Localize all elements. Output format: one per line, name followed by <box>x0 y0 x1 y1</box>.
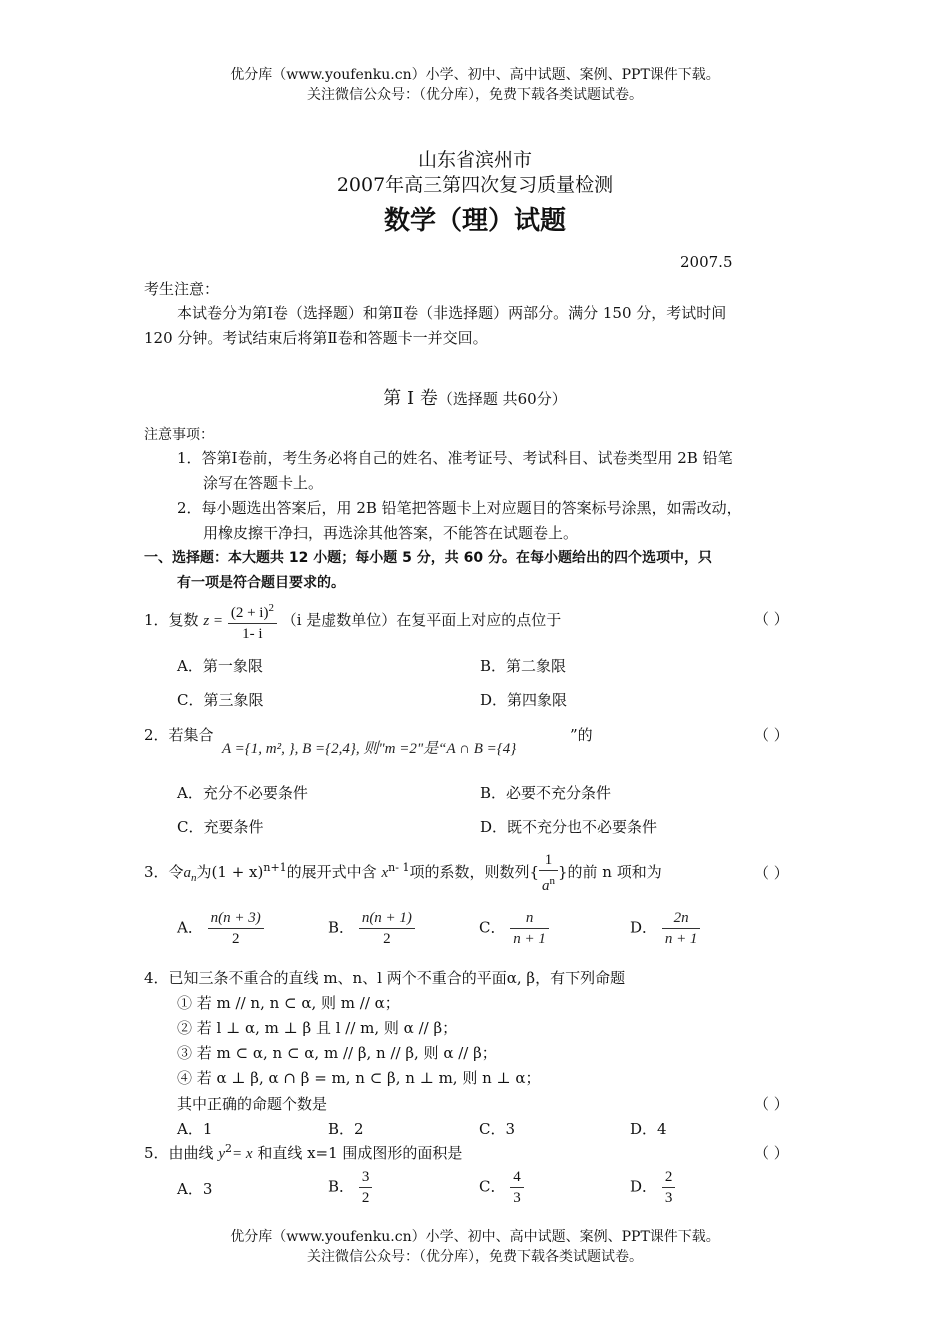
question-5-option-b-fraction <box>359 1167 373 1208</box>
question-2-answer-paren: （ ） <box>754 726 789 744</box>
question-1-fraction <box>228 598 277 644</box>
question-3-an: a <box>183 865 192 881</box>
frac-num: n(n + 3) <box>208 908 264 929</box>
option-label: B． <box>328 1177 355 1196</box>
question-2-option-a: A．充分不必要条件 <box>177 784 308 802</box>
frac-den: 2 <box>231 931 240 947</box>
question-5-suffix: 和直线 x=1 围成图形的面积是 <box>257 1144 463 1162</box>
frac-den: 2 <box>361 1190 370 1206</box>
question-1-option-b: B．第二象限 <box>480 657 567 675</box>
question-3-option-b-fraction <box>359 908 415 949</box>
question-5-option-c <box>479 1167 524 1208</box>
question-5-option-c-fraction <box>510 1167 524 1208</box>
frac-num: n(n + 1) <box>359 908 415 929</box>
frac-den: 3 <box>664 1190 673 1206</box>
question-5-curve-sup: 2 <box>225 1142 232 1155</box>
instruction-2-line-1: 2．每小题选出答案后，用 2B 铅笔把答题卡上对应题目的答案标号涂黑，如需改动， <box>177 499 742 517</box>
option-label: D． <box>630 918 658 937</box>
question-4-option-c: C．3 <box>479 1120 516 1138</box>
instruction-1-line-2: 涂写在答题卡上。 <box>203 474 324 492</box>
frac-num: 2 <box>662 1167 676 1188</box>
notice-label: 考生注意： <box>144 280 220 298</box>
question-4-answer-paren: （ ） <box>754 1095 789 1113</box>
frac-num: 3 <box>359 1167 373 1188</box>
question-4-proposition-3: ③ 若 m ⊂ α, n ⊂ α, m // β, n // β, 则 α // β； <box>177 1044 497 1062</box>
exam-date: 2007.5 <box>680 253 733 271</box>
question-4-proposition-1: ① 若 m // n, n ⊂ α, 则 m // α； <box>177 994 400 1012</box>
exam-region: 山东省滨州市 <box>417 149 532 171</box>
question-5-stem <box>144 1142 462 1163</box>
question-4-stem: 4．已知三条不重合的直线 m、n、l 两个不重合的平面α, β，有下列命题 <box>144 969 626 987</box>
section-1-line-2: 有一项是符合题目要求的。 <box>177 575 345 591</box>
question-3-stem <box>144 850 662 896</box>
question-3-option-d <box>630 908 700 949</box>
question-5-option-d-fraction <box>662 1167 676 1208</box>
question-3-prefix: 3．令 <box>144 863 184 881</box>
question-2-option-b: B．必要不充分条件 <box>480 784 612 802</box>
option-label: C． <box>479 1177 506 1196</box>
section-1-line-1: 一、选择题：本大题共 12 小题；每小题 5 分，共 60 分。在每小题给出的四个选项中，只 <box>144 550 712 566</box>
instructions-label: 注意事项： <box>144 427 214 443</box>
notice-line-1: 本试卷分为第Ⅰ卷（选择题）和第Ⅱ卷（非选择题）两部分。满分 150 分，考试时间 <box>177 304 727 322</box>
frac-den: 3 <box>513 1190 521 1206</box>
question-4-option-b: B．2 <box>328 1120 364 1138</box>
question-5-curve: y <box>218 1146 225 1162</box>
question-3-mid-1: 为(1 + x) <box>196 863 264 881</box>
question-2-option-d: D．既不充分也不必要条件 <box>480 818 658 836</box>
question-3-seq-den-sub: n <box>549 875 555 887</box>
question-4-option-a: A．1 <box>177 1120 213 1138</box>
question-1-option-d: D．第四象限 <box>480 691 568 709</box>
question-2-suffix: ”的 <box>570 726 593 744</box>
frac-num: n <box>510 908 549 929</box>
question-3-seq-num: 1 <box>539 850 558 871</box>
question-3-exp-1: n+1 <box>263 861 287 874</box>
question-3-option-d-fraction <box>662 908 701 949</box>
question-1-prefix: 1．复数 <box>144 611 199 629</box>
question-1-option-a: A．第一象限 <box>177 657 263 675</box>
question-5-option-d <box>630 1167 675 1208</box>
question-5-prefix: 5．由曲线 <box>144 1144 214 1162</box>
question-1-option-c: C．第三象限 <box>177 691 264 709</box>
instruction-2-line-2: 用橡皮擦干净扫，再选涂其他答案，不能答在试题卷上。 <box>203 524 579 542</box>
question-5-option-a: A．3 <box>177 1180 213 1198</box>
option-label: B． <box>328 918 355 937</box>
option-label: D． <box>630 1177 658 1196</box>
page-title: 数学（理）试题 <box>383 206 566 236</box>
question-2-option-c: C．充要条件 <box>177 818 264 836</box>
header-line-2: 关注微信公众号：（优分库），免费下载各类试题试卷。 <box>307 87 643 103</box>
question-3-an-sub: n <box>191 872 197 884</box>
frac-den: 2 <box>383 931 391 947</box>
question-3-option-a-fraction <box>208 908 264 949</box>
exam-name: 2007年高三第四次复习质量检测 <box>336 174 614 196</box>
question-1-suffix: （i 是虚数单位）在复平面上对应的点位于 <box>281 611 562 629</box>
question-2-expression: A ={1, m², }, B ={2,4}, 则"m =2"是“A ∩ B ={4} <box>222 741 517 757</box>
question-5-curve-rest: = x <box>232 1146 253 1162</box>
question-1-frac-sup: 2 <box>268 602 274 614</box>
question-1-var: z = <box>203 613 224 629</box>
question-3-option-a <box>177 908 264 949</box>
option-label: C． <box>479 918 506 937</box>
question-3-option-b <box>328 908 415 949</box>
question-3-answer-paren: （ ） <box>754 864 789 882</box>
header-line-1: 优分库（www.youfenku.cn）小学、初中、高中试题、案例、PPT课件下载。 <box>230 67 720 83</box>
question-4-proposition-2: ② 若 l ⊥ α, m ⊥ β 且 l // m, 则 α // β； <box>177 1019 458 1037</box>
frac-num: 2n <box>662 908 701 929</box>
question-1-frac-num: (2 + i) <box>230 605 269 621</box>
footer-line-1: 优分库（www.youfenku.cn）小学、初中、高中试题、案例、PPT课件下载。 <box>230 1229 720 1245</box>
question-3-seq-fraction <box>539 850 558 896</box>
question-3-mid-3: 项的系数，则数列{ <box>409 863 539 881</box>
question-3-x: x <box>381 865 389 881</box>
frac-den: n + 1 <box>664 931 698 947</box>
question-4-ask: 其中正确的命题个数是 <box>177 1095 328 1113</box>
question-4-option-d: D．4 <box>630 1120 667 1138</box>
question-3-mid-2: 的展开式中含 <box>286 863 377 881</box>
question-1-answer-paren: （ ） <box>754 610 789 628</box>
frac-den: n + 1 <box>513 931 546 947</box>
part-1-heading <box>0 384 950 410</box>
footer-line-2: 关注微信公众号：（优分库），免费下载各类试题试卷。 <box>307 1249 643 1265</box>
question-3-option-c <box>479 908 549 949</box>
question-5-answer-paren: （ ） <box>754 1144 789 1162</box>
question-2-prefix: 2．若集合 <box>144 726 214 744</box>
question-3-seq-den: a <box>541 878 550 894</box>
part-1-title: 第 Ⅰ 卷 <box>383 388 438 409</box>
part-1-note: （选择题 共60分） <box>437 390 567 408</box>
question-1-frac-den: 1- i <box>242 626 263 642</box>
instruction-1-line-1: 1．答第Ⅰ卷前，考生务必将自己的姓名、准考证号、考试科目、试卷类型用 2B 铅笔 <box>177 449 733 467</box>
question-5-option-b <box>328 1167 372 1208</box>
question-3-mid-4: }的前 n 项和为 <box>557 863 662 881</box>
notice-line-2: 120 分钟。考试结束后将第Ⅱ卷和答题卡一并交回。 <box>144 329 488 347</box>
question-3-exp-2: n- 1 <box>388 861 410 874</box>
frac-num: 4 <box>510 1167 524 1188</box>
option-label: A． <box>177 918 203 937</box>
question-1-stem <box>144 598 561 644</box>
question-3-option-c-fraction <box>510 908 549 949</box>
question-4-proposition-4: ④ 若 α ⊥ β, α ∩ β = m, n ⊂ β, n ⊥ m, 则 n ⊥ α； <box>177 1069 541 1087</box>
